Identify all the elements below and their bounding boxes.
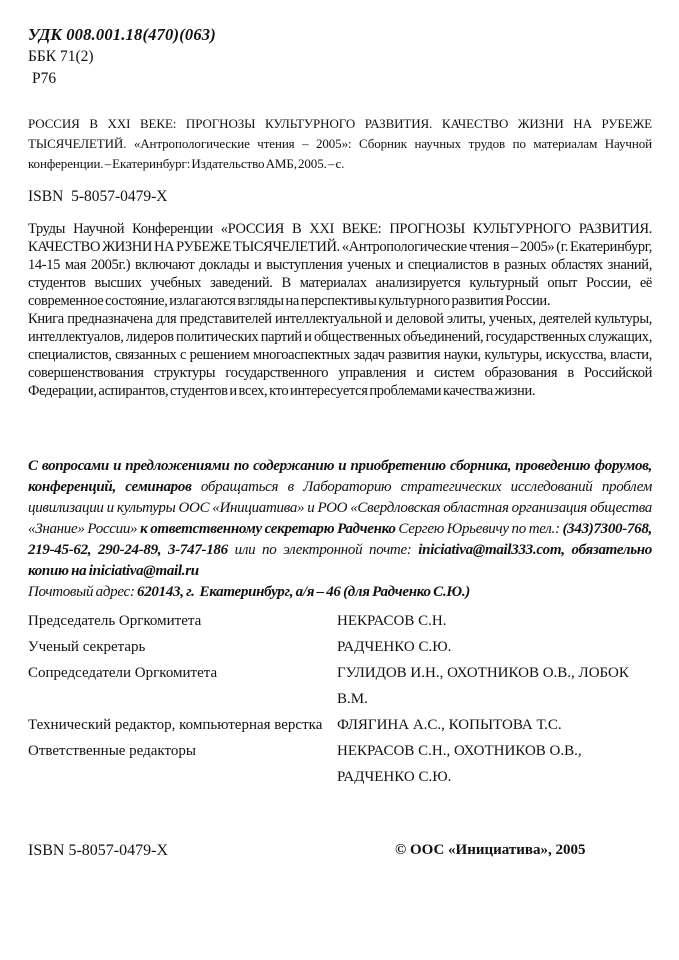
editorial-credits-list — [28, 608, 652, 790]
contact-paragraph — [28, 456, 652, 582]
credit-names: ГУЛИДОВ И.Н., ОХОТНИКОВ О.В., ЛОБОК В.М. — [337, 665, 629, 707]
credits-row-cochairmen — [28, 660, 652, 712]
annotation-paragraph-1: Труды Научной Конференции «РОССИЯ В XXI ВЕКЕ: ПРОГНОЗЫ КУЛЬТУРНОГО РАЗВИТИЯ. КАЧЕСТВО ЖИЗНИ НА РУБЕЖЕ ТЫСЯЧЕЛЕТИЙ. «Антропологические чтения – 2005» (г. Екатеринбург, 14-15 мая 2005г.) включают доклады и выступления ученых и специалистов в разных областях знаний, студентов высших учебных заведений. В материалах анализируется культурный опыт России, её современное состояние, излагаются взгляды на перспективы культурного развития России. — [28, 221, 652, 309]
contact-email-intro: или по электронной почте: — [234, 542, 419, 558]
credit-role-label: Ученый секретарь — [28, 639, 146, 655]
credits-row-chairman — [28, 608, 652, 634]
credits-row-scientific-secretary — [28, 634, 652, 660]
postal-address-label: Почтовый адрес: — [28, 584, 138, 600]
contact-phone-numbers: (343)7300-768, 219-45-62, 290-24-89, 3-747-186 — [28, 521, 653, 558]
bbk-code: ББК 71(2) — [28, 48, 94, 65]
contact-information-block — [28, 456, 652, 603]
isbn-bottom: ISBN 5-8057-0479-X — [28, 842, 168, 859]
footer-line — [28, 842, 652, 860]
book-title-bibliographic-entry: РОССИЯ В XXI ВЕКЕ: ПРОГНОЗЫ КУЛЬТУРНОГО РАЗВИТИЯ. КАЧЕСТВО ЖИЗНИ НА РУБЕЖЕ ТЫСЯЧЕЛЕТИЙ. «Антропологические чтения – 2005»: Сборник научных трудов по материалам Научной конференции. – Екатеринбург: Издательство АМБ, 2005. – с. — [28, 116, 652, 171]
credit-names-line2: РАДЧЕНКО С.Ю. — [337, 769, 452, 785]
credit-names: РАДЧЕНКО С.Ю. — [337, 639, 452, 655]
postal-address-line — [28, 582, 652, 603]
credits-row-responsible-editors — [28, 738, 652, 790]
credit-role-label: Технический редактор, компьютерная верстка — [28, 717, 323, 733]
credit-names: ФЛЯГИНА А.С., КОПЫТОВА Т.С. — [337, 717, 562, 733]
credit-role-label: Председатель Оргкомитета — [28, 613, 202, 629]
classification-codes — [28, 24, 652, 90]
credit-names: НЕКРАСОВ С.Н. — [337, 613, 447, 629]
contact-intro-text: С вопросами и предложениями по содержанию и приобретению сборника, проведению форумов, конференций, семинаров — [28, 458, 652, 495]
copyright-notice: © ООС «Инициатива», 2005 — [395, 842, 586, 858]
credit-role-label: Сопредседатели Оргкомитета — [28, 665, 218, 681]
credit-role-label: Ответственные редакторы — [28, 743, 196, 759]
udk-code: УДК 008.001.18(470)(063) — [28, 25, 216, 44]
contact-lab-text: обращаться в Лабораторию стратегических исследований проблем цивилизации и культуры ООС «Инициатива» и РОО «Свердловская областная организация общества «Знание» России» — [28, 479, 653, 537]
isbn-top: ISBN 5-8057-0479-X — [28, 188, 168, 205]
annotation-paragraph-2: Книга предназначена для представителей интеллектуальной и деловой элиты, ученых, деятелей культуры, интеллектуалов, лидеров политических партий и общественных объединений, государственных служащих, специалистов, связанных с решением многоаспектных задач развития науки, культуры, искусства, власти, совершенствования структуры государственного управления и систем образования в Российской Федерации, аспирантов, студентов и всех, кто интересуется проблемами качества жизни. — [28, 311, 652, 399]
contact-email-addresses: iniciativa@mail333.com, обязательно копию на iniciativa@mail.ru — [28, 542, 653, 579]
contact-secretary-text: к ответственному секретарю Радченко — [140, 521, 399, 537]
credit-names: НЕКРАСОВ С.Н., ОХОТНИКОВ О.В., — [337, 743, 582, 759]
annotation-block — [28, 220, 652, 400]
credits-row-technical-editor — [28, 712, 652, 738]
author-sign-code: Р76 — [32, 70, 57, 87]
contact-name-text: Сергею Юрьевичу по тел.: — [398, 521, 563, 537]
postal-address-value: 620143, г. Екатеринбург, а/я – 46 (для Радченко С.Ю.) — [137, 584, 470, 600]
